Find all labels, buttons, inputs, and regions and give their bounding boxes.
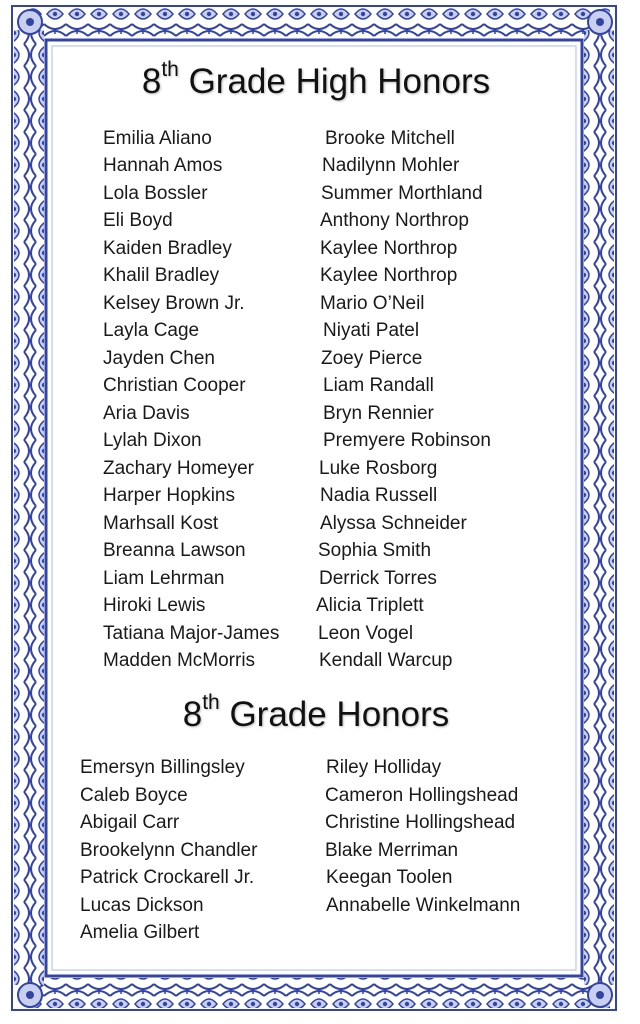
list-item: Bryn Rennier bbox=[323, 403, 434, 424]
high-honors-heading bbox=[0, 58, 636, 102]
list-item: Aria Davis bbox=[103, 403, 190, 424]
list-item: Kaylee Northrop bbox=[320, 238, 458, 259]
list-item: Sophia Smith bbox=[318, 540, 432, 561]
high-honors-ordinal: 8 bbox=[141, 62, 162, 101]
list-item: Nadia Russell bbox=[320, 485, 438, 506]
list-item: Anthony Northrop bbox=[320, 210, 469, 231]
list-item: Emilia Aliano bbox=[103, 128, 212, 149]
list-item: Caleb Boyce bbox=[80, 785, 188, 806]
list-item: Marhsall Kost bbox=[103, 513, 219, 534]
list-item: Liam Randall bbox=[323, 375, 434, 396]
list-item: Kelsey Brown Jr. bbox=[103, 293, 245, 314]
list-item: Mario O’Neil bbox=[320, 293, 425, 314]
list-item: Christine Hollingshead bbox=[325, 812, 516, 833]
list-item: Summer Morthland bbox=[321, 183, 483, 204]
list-item: Lylah Dixon bbox=[103, 430, 202, 451]
list-item: Breanna Lawson bbox=[103, 540, 246, 561]
list-item: Nadilynn Mohler bbox=[322, 155, 460, 176]
list-item: Harper Hopkins bbox=[103, 485, 235, 506]
list-item: Eli Boyd bbox=[103, 210, 173, 231]
list-item: Annabelle Winkelmann bbox=[326, 895, 521, 916]
list-item: Kaiden Bradley bbox=[103, 238, 232, 259]
list-item: Riley Holliday bbox=[326, 757, 442, 778]
list-item: Zoey Pierce bbox=[321, 348, 423, 369]
list-item: Emersyn Billingsley bbox=[80, 757, 245, 778]
list-item: Blake Merriman bbox=[325, 840, 459, 861]
list-item: Niyati Patel bbox=[323, 320, 420, 341]
honors-ordinal-suffix: th bbox=[202, 691, 220, 714]
list-item: Zachary Homeyer bbox=[103, 458, 254, 479]
list-item: Patrick Crockarell Jr. bbox=[80, 867, 255, 888]
list-item: Hiroki Lewis bbox=[103, 595, 206, 616]
list-item: Amelia Gilbert bbox=[80, 922, 200, 943]
list-item: Lucas Dickson bbox=[80, 895, 204, 916]
list-item: Jayden Chen bbox=[103, 348, 215, 369]
honors-ordinal: 8 bbox=[182, 695, 203, 734]
honors-heading bbox=[0, 691, 636, 735]
list-item: Luke Rosborg bbox=[319, 458, 438, 479]
list-item: Kendall Warcup bbox=[319, 650, 453, 671]
list-item: Abigail Carr bbox=[80, 812, 180, 833]
list-item: Hannah Amos bbox=[103, 155, 223, 176]
list-item: Layla Cage bbox=[103, 320, 200, 341]
list-item: Madden McMorris bbox=[103, 650, 256, 671]
honors-title-text: Grade Honors bbox=[229, 695, 450, 734]
list-item: Premyere Robinson bbox=[323, 430, 491, 451]
list-item: Khalil Bradley bbox=[103, 265, 220, 286]
list-item: Christian Cooper bbox=[103, 375, 246, 396]
list-item: Tatiana Major-James bbox=[103, 623, 280, 644]
list-item: Liam Lehrman bbox=[103, 568, 225, 589]
high-honors-title-text: Grade High Honors bbox=[188, 62, 491, 101]
list-item: Brooke Mitchell bbox=[325, 128, 455, 149]
list-item: Brookelynn Chandler bbox=[80, 840, 258, 861]
high-honors-ordinal-suffix: th bbox=[161, 58, 179, 81]
list-item: Alyssa Schneider bbox=[320, 513, 467, 534]
list-item: Alicia Triplett bbox=[316, 595, 424, 616]
list-item: Kaylee Northrop bbox=[320, 265, 458, 286]
list-item: Leon Vogel bbox=[318, 623, 414, 644]
list-item: Lola Bossler bbox=[103, 183, 208, 204]
list-item: Keegan Toolen bbox=[326, 867, 453, 888]
list-item: Derrick Torres bbox=[319, 568, 437, 589]
list-item: Cameron Hollingshead bbox=[325, 785, 519, 806]
